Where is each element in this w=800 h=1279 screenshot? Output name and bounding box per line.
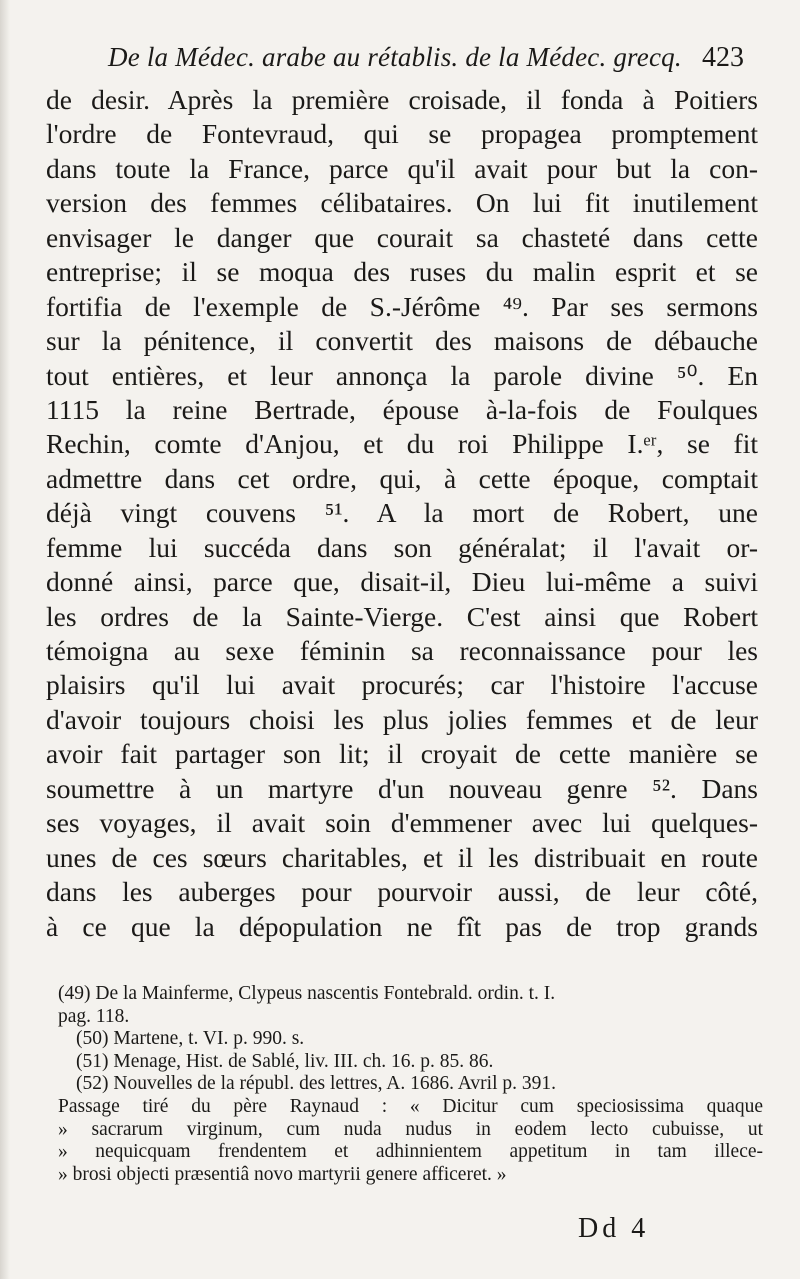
text-line: ses voyages, il avait soin d'emmener avec lui quelques- [46, 807, 758, 839]
text-line: tout entières, et leur annonça la parole divine ⁵⁰. En [46, 359, 758, 391]
text-line: dans les auberges pour pourvoir aussi, de leur côté, [46, 876, 758, 908]
footnote-line: pag. 118. [58, 1005, 130, 1027]
footnote-line: (49) De la Mainferme, Clypeus nascentis Fontebrald. ordin. t. I. [58, 983, 556, 1004]
text-line: l'ordre de Fontevraud, qui se propagea promptement [46, 118, 758, 150]
text-line: à ce que la dépopulation ne fît pas de trop grands [46, 910, 758, 942]
text-line: entreprise; il se moqua des ruses du malin esprit et se [46, 256, 758, 288]
footnote-line: (50) Martene, t. VI. p. 990. s. [76, 1028, 305, 1050]
footnote-line: Passage tiré du père Raynaud : « Dicitur cum speciosissima quaque [58, 1095, 763, 1117]
footnote-line: (52) Nouvelles de la républ. des lettres, A. 1686. Avril p. 391. [76, 1073, 557, 1095]
text-line: fortifia de l'exemple de S.-Jérôme ⁴⁹. Par ses sermons [46, 290, 758, 322]
text-line: déjà vingt couvens ⁵¹. A la mort de Robert, une [46, 497, 758, 529]
text-line: donné ainsi, parce que, disait-il, Dieu lui-même a suivi [46, 566, 758, 598]
text-line: 1115 la reine Bertrade, épouse à-la-fois de Foulques [46, 393, 758, 425]
text-line: plaisirs qu'il lui avait procurés; car l'histoire l'accuse [46, 669, 758, 701]
text-line: unes de ces sœurs charitables, et il les distribuait en route [46, 841, 758, 873]
running-head: De la Médec. arabe au rétablis. de la Médec. grecq. [108, 42, 682, 72]
text-line: les ordres de la Sainte-Vierge. C'est ainsi que Robert [46, 600, 758, 632]
text-line: soumettre à un martyre d'un nouveau genre ⁵². Dans [46, 772, 758, 804]
footnote-line: (51) Menage, Hist. de Sablé, liv. III. ch. 16. p. 85. 86. [76, 1050, 494, 1072]
text-line: témoigna au sexe féminin sa reconnaissance pour les [46, 635, 758, 666]
text-line: version des femmes célibataires. On lui fit inutilement [46, 187, 758, 219]
footnote-line: » sacrarum virginum, cum nuda nudus in eodem lecto cubuisse, ut [58, 1118, 763, 1140]
text-line: d'avoir toujours choisi les plus jolies femmes et de leur [46, 703, 758, 735]
page-number: 423 [702, 42, 744, 73]
text-line: envisager le danger que courait sa chasteté dans cette [46, 221, 758, 253]
footnote-line: » nequicquam frendentem et adhinnientem appetitum in tam illece- [58, 1141, 763, 1163]
text-line: de desir. Après la première croisade, il fonda à Poitiers [46, 84, 758, 115]
text-line: dans toute la France, parce qu'il avait pour but la con- [46, 152, 758, 184]
page-edge-shadow [0, 0, 10, 1279]
signature-mark: Dd 4 [578, 1213, 650, 1244]
main-text [46, 83, 758, 944]
text-line: femme lui succéda dans son généralat; il l'avait or- [46, 531, 758, 563]
text-line: sur la pénitence, il convertit des maisons de débauche [46, 325, 758, 357]
text-line: Rechin, comte d'Anjou, et du roi Philippe I.ᵉʳ, se fit [46, 428, 758, 460]
footnotes [58, 983, 763, 1186]
text-line: avoir fait partager son lit; il croyait de cette manière se [46, 738, 758, 770]
footnote-line: » brosi objecti præsentiâ novo martyrii genere afficeret. » [58, 1163, 507, 1185]
text-line: admettre dans cet ordre, qui, à cette époque, comptait [46, 462, 758, 494]
